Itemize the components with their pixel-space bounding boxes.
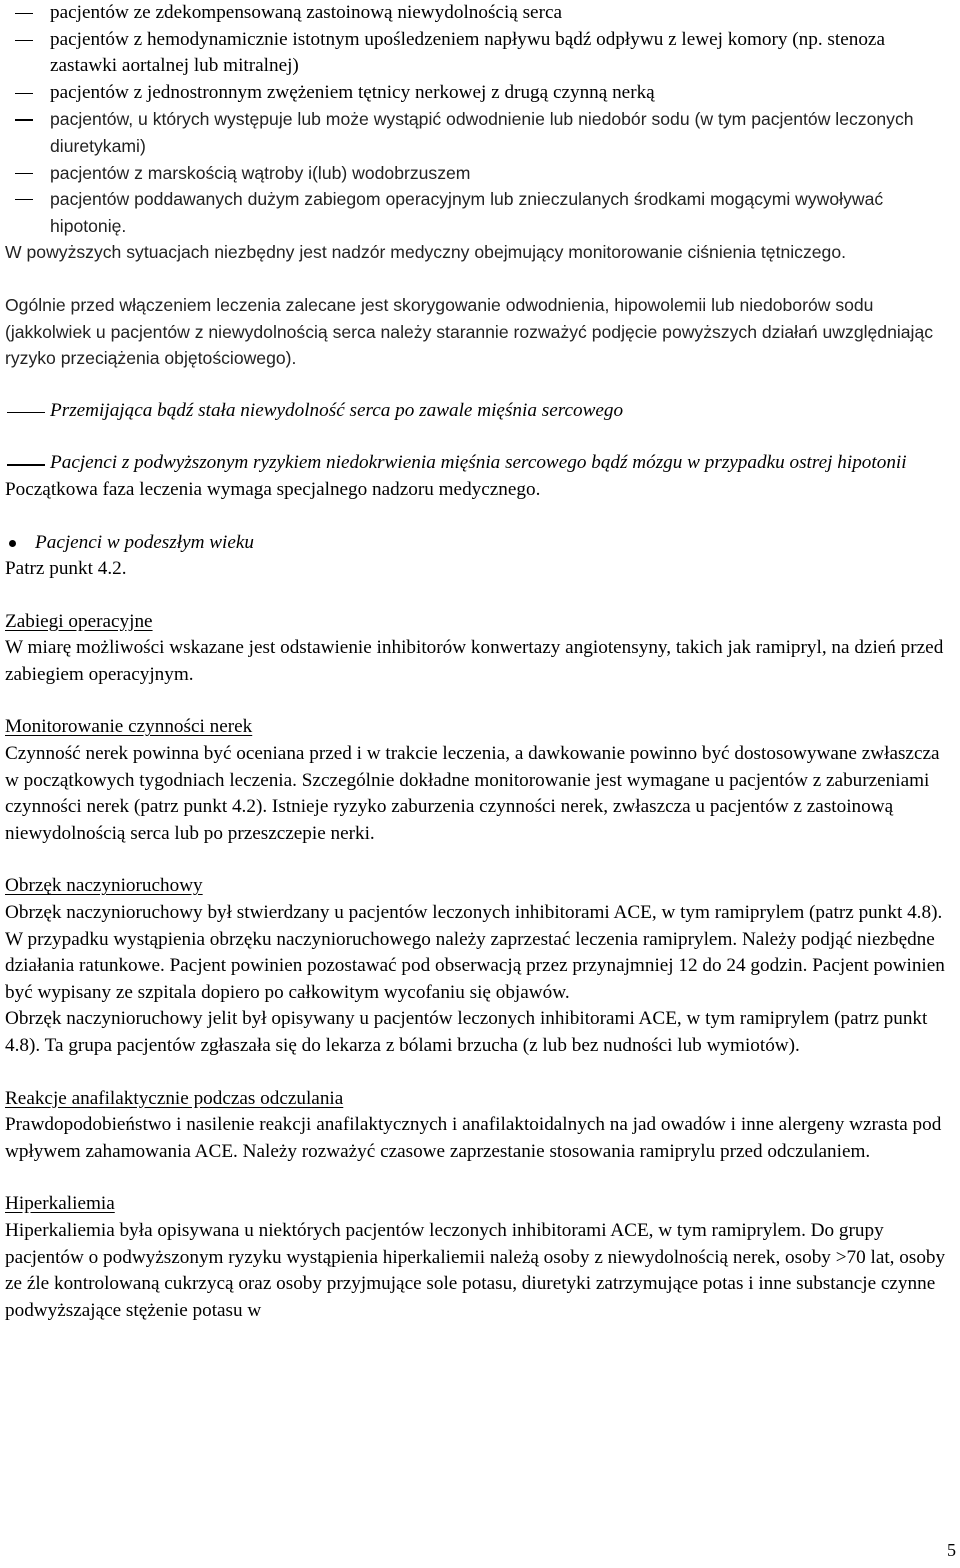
bullet-icon bbox=[9, 540, 16, 547]
section-paragraph: Obrzęk naczynioruchowy jelit był opisywany u pacjentów leczonych inhibitorami ACE, w tym ramiprylem (patrz punkt 4.8). Ta grupa pacjentów zgłaszała się do lekarza z bólami brzucha (z lub bez nudności lub wymiotów). bbox=[5, 1008, 928, 1056]
section-heading: Reakcje anafilaktycznie podczas odczulania bbox=[5, 1087, 344, 1109]
section-paragraph: Prawdopodobieństwo i nasilenie reakcji anafilaktycznych i anafilaktoidalnych na jad owadów i inne alergeny wzrasta pod wpływem zahamowania ACE. Należy rozważyć czasowe zaprzestanie stosowania ramiprylu przed odczulaniem. bbox=[5, 1114, 942, 1162]
elderly-item bbox=[5, 530, 955, 557]
elderly-text: Pacjenci w podeszłym wieku bbox=[35, 531, 254, 553]
elderly-note: Patrz punkt 4.2. bbox=[5, 558, 127, 580]
general-paragraph: Ogólnie przed włączeniem leczenia zalecane jest skorygowanie odwodnienia, hipowolemii lub niedoborów sodu (jakkolwiek u pacjentów z niewydolnością serca należy starannie rozważyć podjęcie powyższych działań uwzględniając ryzyko przeciążenia objętościowego). bbox=[5, 294, 934, 369]
list-item bbox=[5, 27, 955, 80]
section-heading: Monitorowanie czynności nerek bbox=[5, 716, 253, 738]
section-heading: Zabiegi operacyjne bbox=[5, 610, 153, 632]
list-item-text: pacjentów, u których występuje lub może wystąpić odwodnienie lub niedobór sodu (w tym pacjentów leczonych diuretykami) bbox=[50, 109, 914, 156]
section-renal-monitoring bbox=[5, 714, 955, 847]
page-number: 5 bbox=[947, 1540, 956, 1561]
section-heading: Obrzęk naczynioruchowy bbox=[5, 875, 203, 897]
section-heading: Hiperkaliemia bbox=[5, 1193, 115, 1215]
section-anaphylaxis bbox=[5, 1086, 955, 1166]
list-item bbox=[5, 186, 955, 239]
document-page bbox=[5, 0, 955, 1324]
list-item-text: pacjentów z marskością wątroby i(lub) wodobrzuszem bbox=[50, 162, 471, 183]
list-item bbox=[5, 80, 955, 107]
list-item bbox=[5, 0, 955, 27]
section-hyperkalemia bbox=[5, 1191, 955, 1324]
list-item-text: pacjentów ze zdekompensowaną zastoinową niewydolnością serca bbox=[50, 2, 563, 23]
intro-list bbox=[5, 0, 955, 239]
heart-failure-item bbox=[5, 398, 955, 425]
initial-phase-note: Początkowa faza leczenia wymaga specjalnego nadzoru medycznego. bbox=[5, 478, 541, 500]
section-paragraph: Hiperkaliemia była opisywana u niektórych pacjentów leczonych inhibitorami ACE, w tym ramiprylem. Do grupy pacjentów o podwyższonym ryzyku wystąpienia hiperkaliemii należą osoby z niewydolnością nerek, osoby >70 lat, osoby ze źle kontrolowaną cukrzycą oraz osoby przyjmujące sole potasu, diuretyki zatrzymujące potas i inne substancje czynne podwyższające stężenie potasu w bbox=[5, 1219, 946, 1321]
ischemia-item bbox=[5, 450, 955, 477]
section-surgery bbox=[5, 609, 955, 689]
section-angioedema bbox=[5, 873, 955, 1059]
list-item-text: pacjentów z hemodynamicznie istotnym upośledzeniem napływu bądź odpływu z lewej komory (np. stenoza zastawki aortalnej lub mitralnej) bbox=[50, 28, 885, 77]
list-item-text: pacjentów poddawanych dużym zabiegom operacyjnym lub znieczulanych środkami mogącymi wywoływać hipotonię. bbox=[50, 189, 884, 236]
monitoring-note: W powyższych sytuacjach niezbędny jest nadzór medyczny obejmujący monitorowanie ciśnienia tętniczego. bbox=[5, 242, 846, 263]
list-item bbox=[5, 106, 955, 159]
list-item bbox=[5, 160, 955, 187]
section-paragraph: W miarę możliwości wskazane jest odstawienie inhibitorów konwertazy angiotensyny, takich jak ramipryl, na dzień przed zabiegiem operacyjnym. bbox=[5, 637, 944, 685]
section-paragraph: Czynność nerek powinna być oceniana przed i w trakcie leczenia, a dawkowanie powinno być dostosowywane zwłaszcza w początkowych tygodniach leczenia. Szczególnie dokładne monitorowanie jest wymagane u pacjentów z zaburzeniami czynności nerek (patrz punkt 4.2). Istnieje ryzyko zaburzenia czynności nerek, zwłaszcza u pacjentów z zastoinową niewydolnością serca lub po przeszczepie nerki. bbox=[5, 743, 940, 844]
list-item-text: pacjentów z jednostronnym zwężeniem tętnicy nerkowej z drugą czynną nerką bbox=[50, 81, 655, 103]
heart-failure-text: Przemijająca bądź stała niewydolność serca po zawale mięśnia sercowego bbox=[50, 399, 624, 421]
ischemia-text: Pacjenci z podwyższonym ryzykiem niedokrwienia mięśnia sercowego bądź mózgu w przypadku ostrej hipotonii bbox=[50, 452, 907, 474]
section-paragraph: Obrzęk naczynioruchowy był stwierdzany u pacjentów leczonych inhibitorami ACE, w tym ramiprylem (patrz punkt 4.8). bbox=[5, 902, 943, 924]
section-paragraph: W przypadku wystąpienia obrzęku naczynioruchowego należy zaprzestać leczenia ramiprylem. Należy podjąć niezbędne działania ratunkowe. Pacjent powinien pozostawać pod obserwacją przez przynajmniej 12 do 24 godzin. Pacjent powinien być wypisany ze szpitala dopiero po całkowitym wycofaniu się objawów. bbox=[5, 928, 945, 1003]
